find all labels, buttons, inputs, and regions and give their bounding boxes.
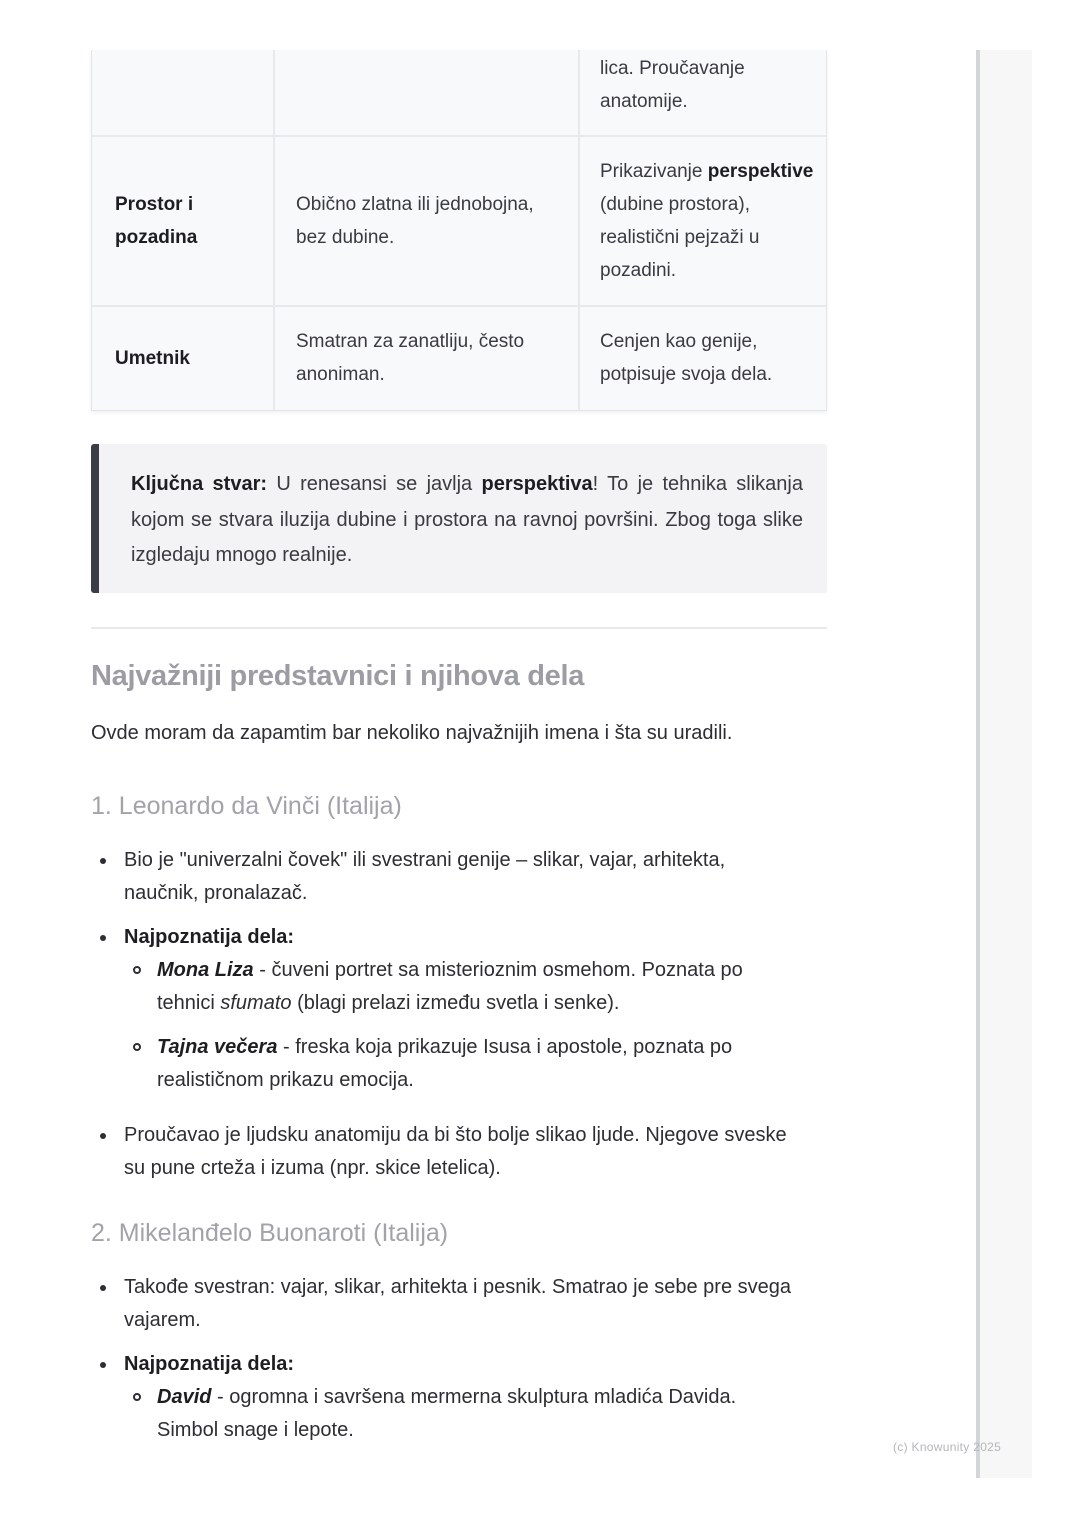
list-item: Najpoznatija dela: Mona Liza - čuveni portret sa misterioznim osmehom. Poznata po tehnici sfumato (blagi prelazi između svetla i senke). Tajna večera - freska koja prikazuje Isusa i apostole, poznata po realističnom prikazu emocija. <box>91 921 831 1097</box>
comparison-table <box>91 50 827 411</box>
table-cell: lica. Proučavanje anatomije. <box>600 58 745 112</box>
key-point-callout <box>91 444 827 593</box>
leonardo-list <box>91 844 831 1185</box>
sublist-item: Tajna večera - freska koja prikazuje Isusa i apostole, poznata po realističnom prikazu emocija. <box>124 1031 784 1097</box>
section-intro: Ovde moram da zapamtim bar nekoliko najvažnijih imena i šta su uradili. <box>91 722 733 744</box>
list-item: Najpoznatija dela: David - ogromna i savršena mermerna skulptura mladića Davida. Simbol snage i lepote. <box>91 1348 831 1447</box>
table-row-header: Umetnik <box>115 348 190 369</box>
section-divider <box>91 627 827 629</box>
sublist-item: Mona Liza - čuveni portret sa misterioznim osmehom. Poznata po tehnici sfumato (blagi prelazi između svetla i senke). <box>124 954 784 1020</box>
table-cell: Cenjen kao genije, potpisuje svoja dela. <box>600 331 773 385</box>
table-column-divider <box>578 50 580 410</box>
michelangelo-heading: 2. Mikelanđelo Buonaroti (Italija) <box>91 1219 449 1247</box>
table-cell: Obično zlatna ili jednobojna, bez dubine. <box>296 194 534 248</box>
works-sublist <box>124 1381 831 1447</box>
watermark: (c) Knowunity 2025 <box>893 1440 1002 1454</box>
sublist-item: David - ogromna i savršena mermerna skulptura mladića Davida. Simbol snage i lepote. <box>124 1381 764 1447</box>
table-column-divider <box>273 50 275 410</box>
list-item: Takođe svestran: vajar, slikar, arhitekta i pesnik. Smatrao je sebe pre svega vajarem. <box>91 1271 826 1337</box>
side-strip <box>976 50 1032 1478</box>
table-row-divider <box>92 305 826 307</box>
works-sublist <box>124 954 831 1097</box>
list-item: Proučavao je ljudsku anatomiju da bi što bolje slikao ljude. Njegove sveske su pune crteža i izuma (npr. skice letelica). <box>91 1119 811 1185</box>
leonardo-heading: 1. Leonardo da Vinči (Italija) <box>91 792 402 820</box>
table-row-divider <box>92 135 826 137</box>
table-cell: Prikazivanje perspektive (dubine prostora), realistični pejzaži u pozadini. <box>600 161 814 281</box>
michelangelo-list <box>91 1271 831 1447</box>
table-cell: Smatran za zanatliju, često anoniman. <box>296 331 525 385</box>
table-row-header: Prostor i pozadina <box>115 194 198 248</box>
callout-text: Ključna stvar: U renesansi se javlja perspektiva! To je tehnika slikanja kojom se stvara iluzija dubine i prostora na ravnoj površini. Zbog toga slike izgledaju mnogo realnije. <box>131 473 803 566</box>
list-item: Bio je "univerzalni čovek" ili svestrani genije – slikar, vajar, arhitekta, naučnik, pronalazač. <box>91 844 791 910</box>
section-heading: Najvažniji predstavnici i njihova dela <box>91 660 585 692</box>
